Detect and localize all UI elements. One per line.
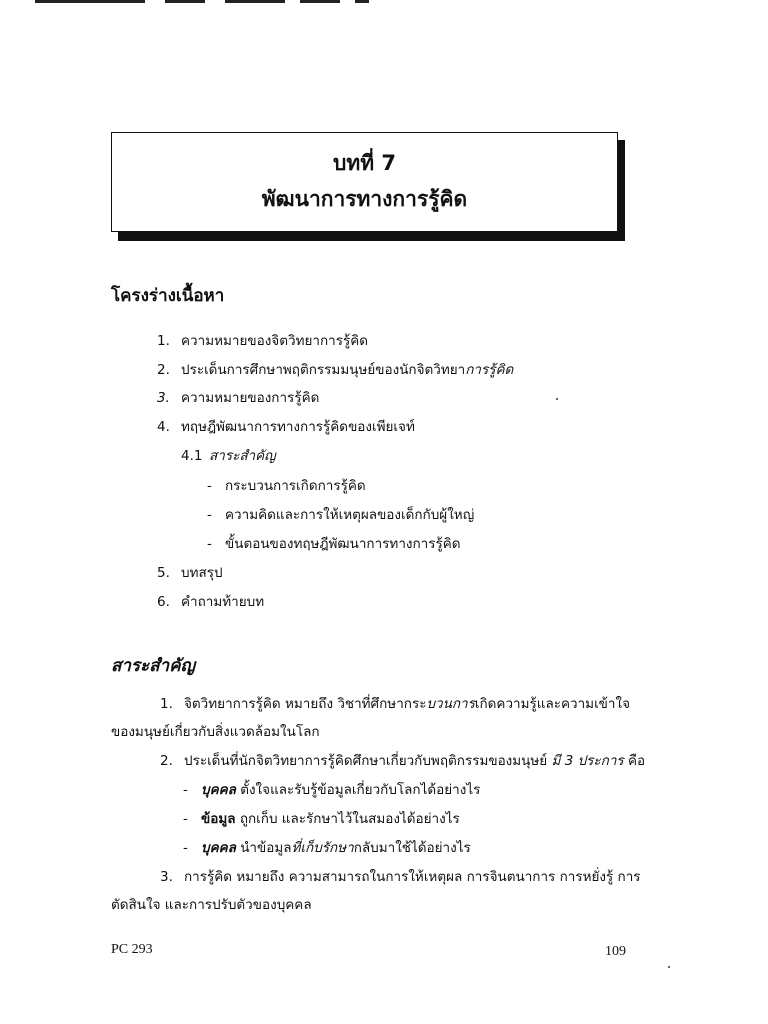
- chapter-title: พัฒนาการทางการรู้คิด: [261, 187, 468, 211]
- paragraph-text: คือ: [627, 753, 646, 769]
- essence-paragraph-2: [160, 752, 645, 770]
- item-text-italic: การรู้คิด: [465, 362, 514, 378]
- item-text: ขั้นตอนของทฤษฎีพัฒนาการทางการรู้คิด: [225, 536, 461, 552]
- bullet-dash: -: [183, 782, 188, 798]
- paragraph-text-italic: มี 3 ประการ: [551, 753, 624, 769]
- outline-item: [157, 418, 415, 436]
- chapter-number: บทที่ 7: [333, 151, 396, 175]
- essence-paragraph-3-cont: ตัดสินใจ และการปรับตัวของบุคคล: [111, 897, 312, 913]
- item-text: กระบวนการเกิดการรู้คิด: [225, 478, 366, 494]
- outline-item: [157, 361, 513, 379]
- outline-item: [157, 593, 264, 611]
- bullet-dash: -: [207, 507, 212, 523]
- outline-bullet: [207, 535, 461, 553]
- bullet-dash: -: [207, 478, 212, 494]
- chapter-box-shadow: [118, 232, 625, 241]
- page-number: 109: [605, 944, 626, 959]
- item-text: บทสรุป: [181, 565, 223, 581]
- outline-item: [157, 332, 368, 350]
- item-text: ความหมายของจิตวิทยาการรู้คิด: [181, 333, 369, 349]
- bullet-text: ตั้งใจและรับรู้ข้อมูลเกี่ยวกับโลกได้อย่างไร: [240, 782, 481, 798]
- course-code: PC 293: [111, 942, 153, 957]
- item-text: สาระสำคัญ: [209, 448, 276, 464]
- paragraph-text: จิตวิทยาการรู้คิด หมายถึง วิชาที่ศึกษากระ: [184, 696, 427, 712]
- scan-edge-line: [35, 0, 145, 3]
- essence-paragraph-1-cont: ของมนุษย์เกี่ยวกับสิ่งแวดล้อมในโลก: [111, 724, 320, 740]
- essence-bullet: [183, 810, 460, 828]
- item-number: 3.: [157, 390, 170, 406]
- chapter-title-box: [111, 132, 618, 232]
- essence-bullet: [183, 781, 480, 799]
- essence-paragraph-3: [160, 868, 641, 886]
- scan-speck: [556, 398, 558, 400]
- paragraph-text: การรู้คิด หมายถึง ความสามารถในการให้เหตุผล การจินตนาการ การหยั่งรู้ การ: [184, 869, 641, 885]
- paragraph-number: 2.: [160, 753, 173, 769]
- scan-edge-line: [165, 0, 205, 3]
- item-number: 1.: [157, 333, 170, 349]
- bullet-term: ข้อมูล: [201, 811, 236, 827]
- item-text: ความคิดและการให้เหตุผลของเด็กกับผู้ใหญ่: [225, 507, 475, 523]
- bullet-term: บุคคล: [201, 782, 236, 798]
- essence-paragraph-1: [160, 695, 630, 713]
- item-text: ทฤษฎีพัฒนาการทางการรู้คิดของเพียเจท์: [181, 419, 415, 435]
- outline-subitem: [181, 447, 276, 465]
- scan-speck: [668, 966, 670, 968]
- paragraph-number: 1.: [160, 696, 173, 712]
- essence-heading: สาระสำคัญ: [111, 656, 195, 676]
- item-number: 4.1: [181, 448, 203, 464]
- item-number: 5.: [157, 565, 170, 581]
- outline-heading: โครงร่างเนื้อหา: [111, 286, 225, 306]
- scan-edge-line: [300, 0, 340, 3]
- item-number: 4.: [157, 419, 170, 435]
- scan-edge-line: [355, 0, 369, 3]
- essence-bullet: [183, 839, 471, 857]
- bullet-text: ถูกเก็บ และรักษาไว้ในสมองได้อย่างไร: [239, 811, 460, 827]
- item-text: ความหมายของการรู้คิด: [181, 390, 320, 406]
- bullet-text-italic: ที่เก็บรักษา: [291, 840, 354, 856]
- bullet-dash: -: [183, 811, 188, 827]
- paragraph-text: ประเด็นที่นักจิตวิทยาการรู้คิดศึกษาเกี่ยวกับพฤติกรรมของมนุษย์: [184, 753, 548, 769]
- paragraph-number: 3.: [160, 869, 173, 885]
- bullet-text: กลับมาใช้ได้อย่างไร: [353, 840, 471, 856]
- bullet-dash: -: [183, 840, 188, 856]
- item-text: คำถามท้ายบท: [181, 594, 265, 610]
- bullet-dash: -: [207, 536, 212, 552]
- bullet-text: นำข้อมูล: [240, 840, 292, 856]
- paragraph-text-italic: บวนการ: [426, 696, 475, 712]
- outline-bullet: [207, 477, 366, 495]
- item-text: ประเด็นการศึกษาพฤติกรรมมนุษย์ของนักจิตวิทยา: [181, 362, 466, 378]
- item-number: 6.: [157, 594, 170, 610]
- outline-bullet: [207, 506, 474, 524]
- outline-item: [157, 564, 223, 582]
- bullet-term: บุคคล: [201, 840, 236, 856]
- outline-item: [157, 389, 319, 407]
- scan-edge-line: [225, 0, 285, 3]
- item-number: 2.: [157, 362, 170, 378]
- paragraph-text: เกิดความรู้และความเข้าใจ: [474, 696, 630, 712]
